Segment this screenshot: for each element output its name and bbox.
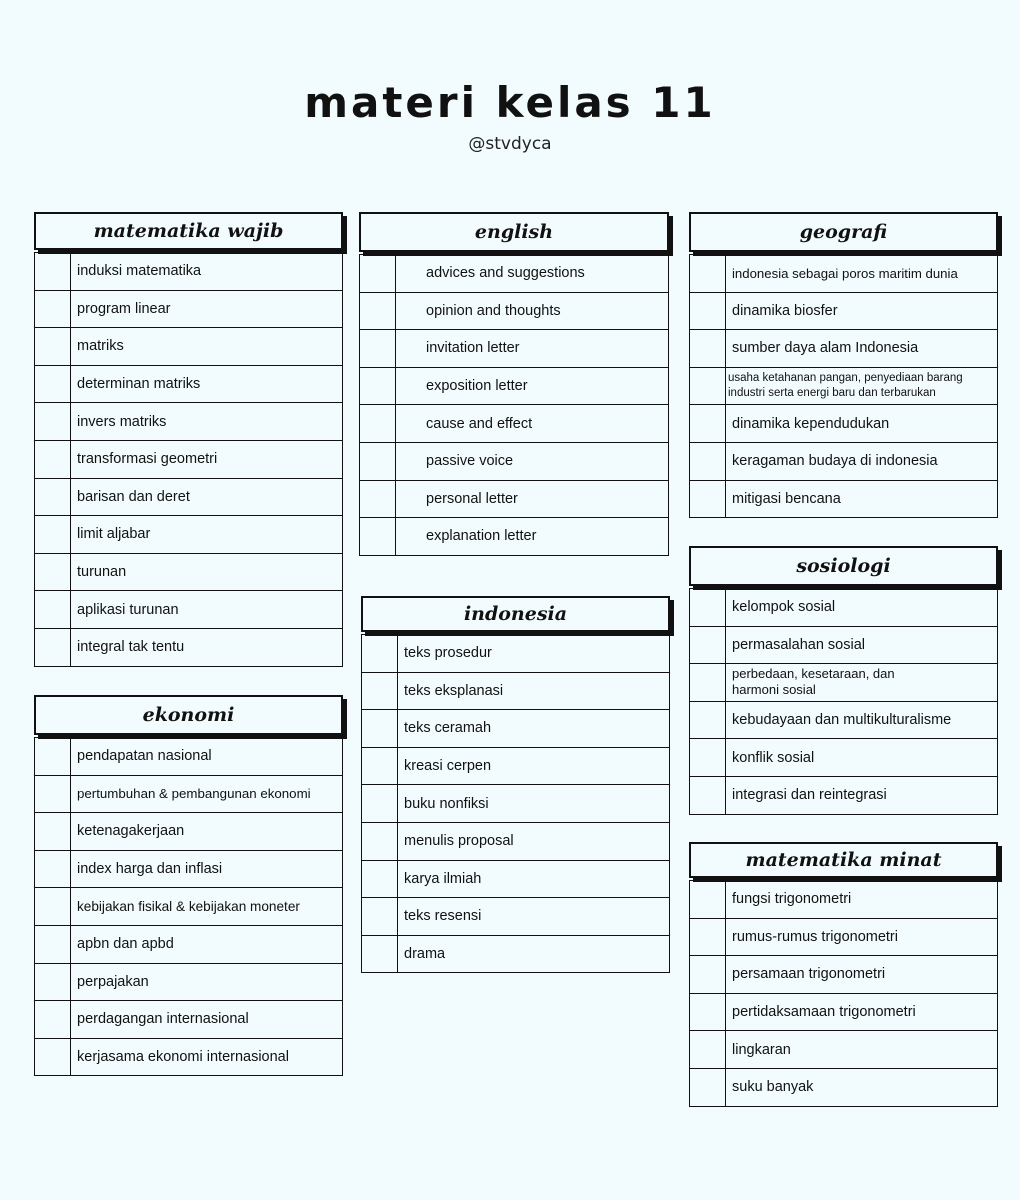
- checklist-row: [35, 738, 342, 776]
- checkbox[interactable]: [35, 516, 71, 553]
- checklist-row: [35, 328, 342, 366]
- section-title: english: [359, 212, 669, 252]
- checklist-row: [360, 481, 668, 519]
- checklist-row: [690, 739, 997, 777]
- topic-label: perdagangan internasional: [77, 1011, 249, 1028]
- topic-label: kelompok sosial: [732, 599, 836, 616]
- author-handle: @stvdyca: [468, 134, 552, 154]
- checkbox[interactable]: [35, 1001, 71, 1038]
- checklist: [359, 254, 669, 556]
- checklist-row: [35, 291, 342, 329]
- topic-label: lingkaran: [732, 1041, 791, 1058]
- topic-label: opinion and thoughts: [426, 302, 561, 319]
- checklist-row: [360, 518, 668, 556]
- checkbox[interactable]: [35, 366, 71, 403]
- checklist-row: [35, 403, 342, 441]
- checklist: [34, 252, 343, 667]
- checklist-row: [360, 443, 668, 481]
- topic-label: teks ceramah: [404, 720, 492, 737]
- checkbox[interactable]: [35, 328, 71, 365]
- checkbox[interactable]: [362, 635, 398, 672]
- checklist-row: [360, 293, 668, 331]
- topic-label: integral tak tentu: [77, 639, 185, 656]
- checkbox[interactable]: [35, 851, 71, 888]
- checkbox[interactable]: [362, 673, 398, 710]
- topic-label: pendapatan nasional: [77, 748, 212, 765]
- checklist-row: [362, 936, 669, 974]
- section-title: matematika wajib: [34, 212, 343, 250]
- checklist-row: [690, 330, 997, 368]
- topic-label: pertidaksamaan trigonometri: [732, 1004, 916, 1021]
- checklist-row: [690, 1069, 997, 1107]
- topic-label: drama: [404, 946, 446, 963]
- topic-label: turunan: [77, 564, 127, 581]
- checklist-row: [690, 589, 997, 627]
- checkbox[interactable]: [360, 518, 396, 555]
- checkbox[interactable]: [35, 629, 71, 666]
- topic-label: pertumbuhan & pembangunan ekonomi: [77, 786, 311, 802]
- topic-label: integrasi dan reintegrasi: [732, 787, 887, 804]
- checklist-row: [690, 255, 997, 293]
- checklist-row: [362, 823, 669, 861]
- checkbox[interactable]: [690, 368, 726, 405]
- checkbox[interactable]: [35, 1039, 71, 1076]
- section-title: geografi: [689, 212, 998, 252]
- checkbox[interactable]: [362, 898, 398, 935]
- topic-label: ketenagakerjaan: [77, 823, 185, 840]
- checkbox[interactable]: [690, 481, 726, 518]
- section-title: matematika minat: [689, 842, 998, 878]
- topic-label: apbn dan apbd: [77, 936, 174, 953]
- checklist-row: [362, 898, 669, 936]
- checkbox[interactable]: [35, 403, 71, 440]
- topic-label: kebijakan fisikal & kebijakan moneter: [77, 899, 300, 915]
- topic-label: menulis proposal: [404, 833, 514, 850]
- topic-label: rumus-rumus trigonometri: [732, 928, 898, 945]
- section-sosiologi: [689, 546, 998, 815]
- checkbox[interactable]: [360, 443, 396, 480]
- checkbox[interactable]: [35, 591, 71, 628]
- checklist-row: [35, 851, 342, 889]
- checkbox[interactable]: [360, 293, 396, 330]
- checkbox[interactable]: [362, 748, 398, 785]
- checklist-row: [362, 785, 669, 823]
- checklist: [689, 588, 998, 815]
- checklist-row: [35, 926, 342, 964]
- checklist-row: [360, 255, 668, 293]
- checkbox[interactable]: [362, 823, 398, 860]
- topic-label: program linear: [77, 300, 171, 317]
- checklist-row: [35, 441, 342, 479]
- checkbox[interactable]: [690, 589, 726, 626]
- checklist-row: [35, 366, 342, 404]
- checklist-row: [35, 479, 342, 517]
- topic-label: advices and suggestions: [426, 265, 585, 282]
- section-title: ekonomi: [34, 695, 343, 735]
- topic-label: usaha ketahanan pangan, penyediaan barang industri serta energi baru dan terbarukan: [728, 372, 963, 400]
- checkbox[interactable]: [360, 368, 396, 405]
- checklist-row: [690, 443, 997, 481]
- checkbox[interactable]: [690, 664, 726, 701]
- checkbox[interactable]: [690, 777, 726, 814]
- topic-label: personal letter: [426, 490, 518, 507]
- checklist-row: [690, 702, 997, 740]
- topic-label: exposition letter: [426, 378, 528, 395]
- topic-label: teks prosedur: [404, 645, 492, 662]
- checklist-row: [362, 861, 669, 899]
- topic-label: fungsi trigonometri: [732, 891, 852, 908]
- checklist-row: [35, 1001, 342, 1039]
- checkbox[interactable]: [690, 881, 726, 918]
- topic-label: transformasi geometri: [77, 451, 218, 468]
- checklist-row: [35, 964, 342, 1002]
- checkbox[interactable]: [690, 994, 726, 1031]
- checkbox[interactable]: [362, 936, 398, 973]
- checklist: [361, 634, 670, 973]
- checklist-row: [35, 813, 342, 851]
- topic-label: invers matriks: [77, 413, 167, 430]
- topic-label: passive voice: [426, 453, 514, 470]
- checklist-row: [35, 629, 342, 667]
- checklist-row: [690, 919, 997, 957]
- checklist-row: [35, 776, 342, 814]
- checklist-row: [35, 1039, 342, 1077]
- topic-label: dinamika kependudukan: [732, 415, 890, 432]
- section-indonesia: [361, 596, 670, 973]
- topic-label: perpajakan: [77, 973, 149, 990]
- checkbox[interactable]: [35, 479, 71, 516]
- checkbox[interactable]: [35, 813, 71, 850]
- checkbox[interactable]: [690, 1069, 726, 1106]
- checklist-row: [362, 673, 669, 711]
- section-ekonomi: [34, 695, 343, 1076]
- checkbox[interactable]: [35, 964, 71, 1001]
- checkbox[interactable]: [35, 926, 71, 963]
- topic-label: sumber daya alam Indonesia: [732, 340, 919, 357]
- checklist-row: [360, 330, 668, 368]
- topic-label: suku banyak: [732, 1079, 814, 1096]
- page-title: materi kelas 11: [304, 78, 716, 127]
- checklist-row: [35, 554, 342, 592]
- checkbox[interactable]: [362, 861, 398, 898]
- checkbox[interactable]: [362, 710, 398, 747]
- topic-label: teks eksplanasi: [404, 682, 504, 699]
- section-english: [359, 212, 669, 556]
- checklist-row: [362, 635, 669, 673]
- topic-label: aplikasi turunan: [77, 601, 179, 618]
- checklist-row: [35, 253, 342, 291]
- checklist-row: [690, 627, 997, 665]
- topic-label: permasalahan sosial: [732, 636, 865, 653]
- checklist-row: [690, 994, 997, 1032]
- topic-label: limit aljabar: [77, 526, 151, 543]
- checklist-row: [362, 748, 669, 786]
- checkbox[interactable]: [690, 293, 726, 330]
- checkbox[interactable]: [690, 739, 726, 776]
- topic-label: explanation letter: [426, 528, 537, 545]
- checklist: [689, 254, 998, 518]
- checkbox[interactable]: [35, 554, 71, 591]
- section-title: indonesia: [361, 596, 670, 632]
- topic-label: mitigasi bencana: [732, 490, 841, 507]
- topic-label: determinan matriks: [77, 376, 201, 393]
- checklist-row: [690, 368, 997, 406]
- topic-label: buku nonfiksi: [404, 795, 489, 812]
- section-matematika-minat: [689, 842, 998, 1107]
- topic-label: perbedaan, kesetaraan, dan harmoni sosial: [732, 666, 895, 698]
- topic-label: konflik sosial: [732, 749, 815, 766]
- checkbox[interactable]: [362, 785, 398, 822]
- checklist-row: [360, 368, 668, 406]
- checklist: [34, 737, 343, 1076]
- checkbox[interactable]: [360, 330, 396, 367]
- topic-label: karya ilmiah: [404, 870, 482, 887]
- topic-label: keragaman budaya di indonesia: [732, 453, 938, 470]
- checklist-row: [35, 516, 342, 554]
- checklist-row: [690, 405, 997, 443]
- topic-label: dinamika biosfer: [732, 302, 838, 319]
- checkbox[interactable]: [690, 919, 726, 956]
- topic-label: barisan dan deret: [77, 488, 190, 505]
- checkbox[interactable]: [690, 1031, 726, 1068]
- topic-label: index harga dan inflasi: [77, 861, 223, 878]
- topic-label: teks resensi: [404, 908, 482, 925]
- section-matematika-wajib: [34, 212, 343, 667]
- topic-label: indonesia sebagai poros maritim dunia: [732, 265, 958, 281]
- checkbox[interactable]: [360, 255, 396, 292]
- checklist-row: [690, 1031, 997, 1069]
- checklist-row: [690, 777, 997, 815]
- topic-label: kerjasama ekonomi internasional: [77, 1049, 289, 1066]
- checkbox[interactable]: [35, 738, 71, 775]
- checkbox[interactable]: [690, 956, 726, 993]
- checklist-row: [35, 591, 342, 629]
- checklist-row: [362, 710, 669, 748]
- topic-label: kebudayaan dan multikulturalisme: [732, 712, 952, 729]
- checkbox[interactable]: [690, 330, 726, 367]
- topic-label: induksi matematika: [77, 263, 202, 280]
- checkbox[interactable]: [690, 443, 726, 480]
- section-geografi: [689, 212, 998, 518]
- checklist-row: [35, 888, 342, 926]
- checkbox[interactable]: [35, 291, 71, 328]
- checklist-row: [690, 881, 997, 919]
- checkbox[interactable]: [690, 627, 726, 664]
- checkbox[interactable]: [35, 888, 71, 925]
- topic-label: cause and effect: [426, 415, 533, 432]
- checkbox[interactable]: [35, 441, 71, 478]
- checkbox[interactable]: [360, 405, 396, 442]
- topic-label: invitation letter: [426, 340, 520, 357]
- checkbox[interactable]: [35, 776, 71, 813]
- checklist-row: [690, 956, 997, 994]
- section-title: sosiologi: [689, 546, 998, 586]
- checklist-row: [690, 664, 997, 702]
- checkbox[interactable]: [35, 253, 71, 290]
- checkbox[interactable]: [690, 702, 726, 739]
- checklist-row: [690, 293, 997, 331]
- topic-label: matriks: [77, 338, 124, 355]
- topic-label: kreasi cerpen: [404, 758, 492, 775]
- checklist: [689, 880, 998, 1107]
- checkbox[interactable]: [360, 481, 396, 518]
- checklist-row: [690, 481, 997, 519]
- checklist-row: [360, 405, 668, 443]
- topic-label: persamaan trigonometri: [732, 966, 886, 983]
- checkbox[interactable]: [690, 255, 726, 292]
- checkbox[interactable]: [690, 405, 726, 442]
